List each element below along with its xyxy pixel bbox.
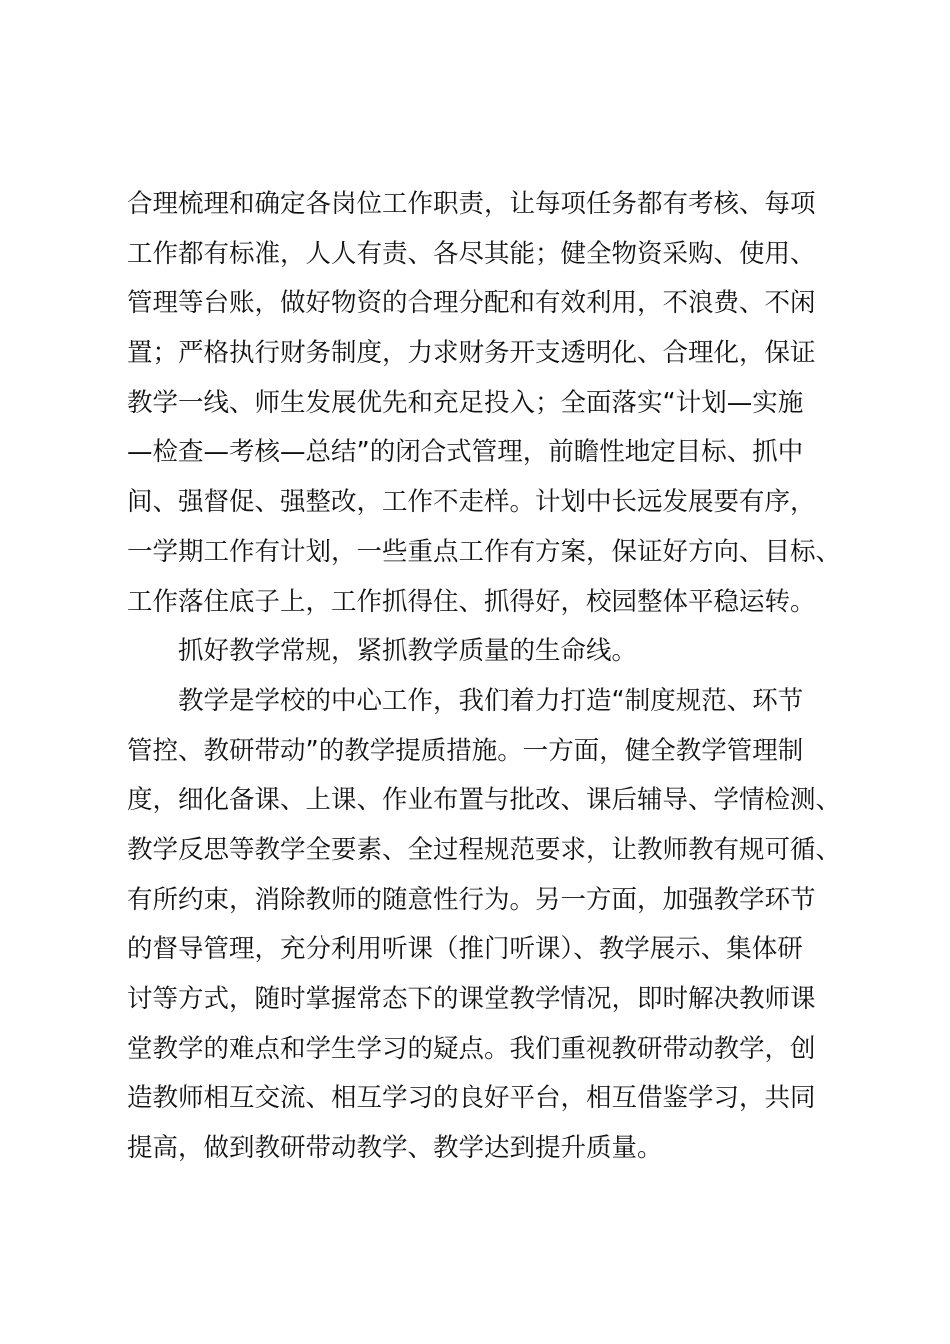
text-line: 工作落住底子上，工作抓得住、抓得好，校园整体平稳运转。 [127, 586, 816, 617]
paragraph-management [127, 180, 847, 627]
text-line: 的督导管理，充分利用听课（推门听课）、教学展示、集体研 [127, 934, 803, 965]
text-line: 教学一线、师生发展优先和充足投入；全面落实“计划—实施 [127, 387, 804, 418]
text-line: —检查—考核—总结”的闭合式管理，前瞻性地定目标、抓中 [127, 437, 804, 468]
paragraph-heading-teaching-routine [127, 627, 847, 677]
text-line: 有所约束，消除教师的随意性行为。另一方面，加强教学环节 [127, 884, 816, 915]
text-line: 置；严格执行财务制度，力求财务开支透明化、合理化，保证 [127, 338, 816, 369]
text-line: 提高，做到教研带动教学、教学达到提升质量。 [127, 1133, 663, 1164]
text-line: 工作都有标准，人人有责、各尽其能；健全物资采购、使用、 [127, 238, 816, 269]
text-line: 合理梳理和确定各岗位工作职责，让每项任务都有考核、每项 [127, 189, 816, 219]
text-line: 度，细化备课、上课、作业布置与批改、课后辅导、学情检测、 [127, 785, 842, 816]
text-line: 教学反思等教学全要素、全过程规范要求，让教师教有规可循、 [127, 834, 842, 865]
text-line: 讨等方式，随时掌握常态下的课堂教学情况，即时解决教师课 [127, 984, 816, 1014]
text-line: 造教师相互交流、相互学习的良好平台，相互借鉴学习，共同 [127, 1083, 816, 1114]
text-line: 教学是学校的中心工作，我们着力打造“制度规范、环节 [178, 685, 804, 716]
document-body [127, 180, 847, 1174]
section-heading-line: 抓好教学常规，紧抓教学质量的生命线。 [178, 636, 638, 667]
text-line: 管理等台账，做好物资的合理分配和有效利用，不浪费、不闲 [127, 288, 816, 319]
text-line: 堂教学的难点和学生学习的疑点。我们重视教研带动教学，创 [127, 1033, 816, 1064]
text-line: 一学期工作有计划，一些重点工作有方案，保证好方向、目标、 [127, 536, 842, 567]
text-line: 管控、教研带动”的教学提质措施。一方面，健全教学管理制 [127, 735, 804, 766]
text-line: 间、强督促、强整改，工作不走样。计划中长远发展要有序， [127, 487, 816, 518]
paragraph-teaching [127, 677, 847, 1174]
